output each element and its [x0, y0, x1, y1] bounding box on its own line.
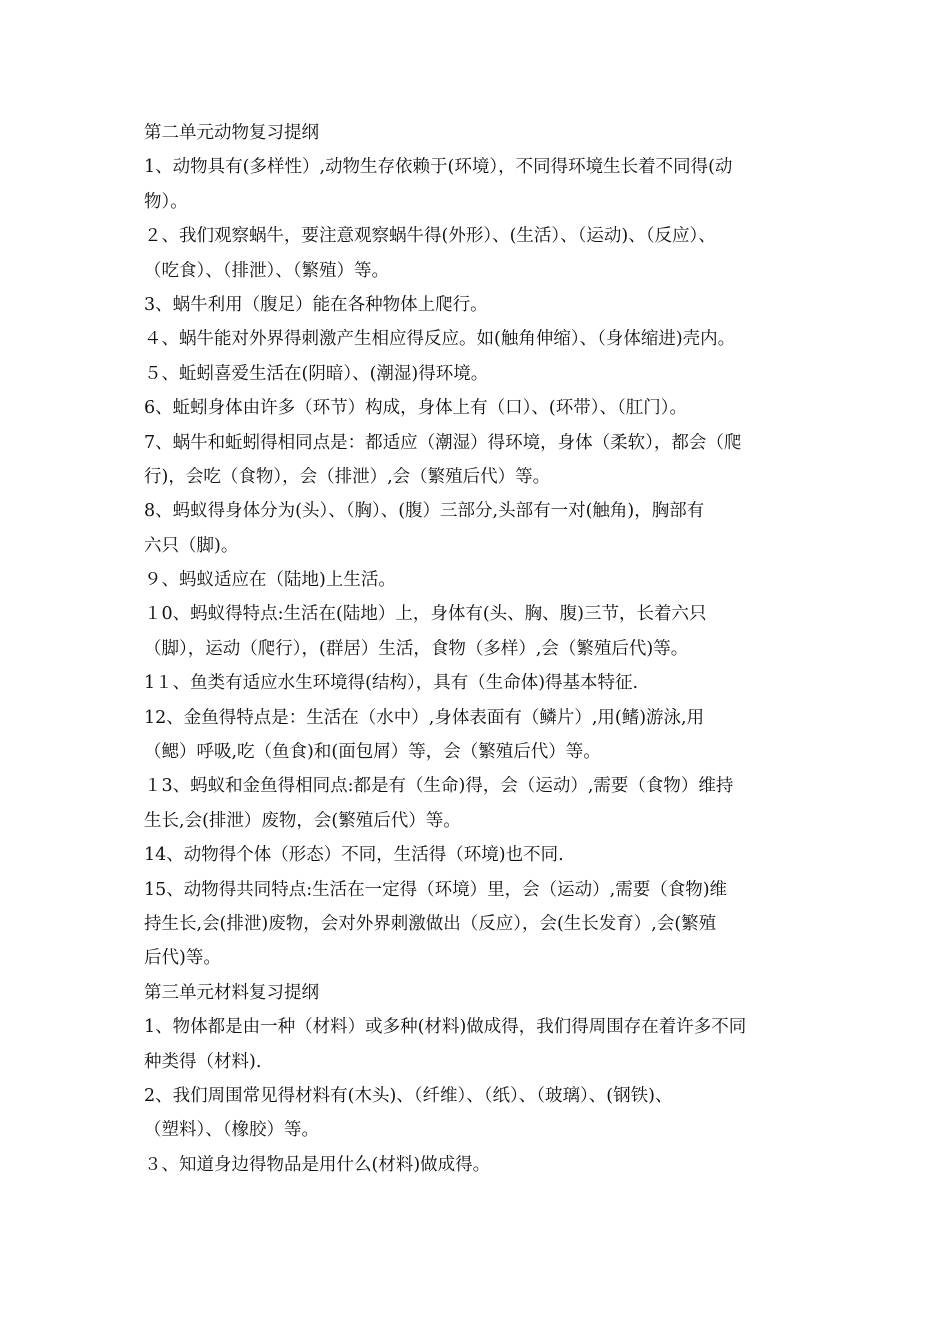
item-10-line-2: （脚），运动（爬行），(群居）生活，食物（多样）,会（繁殖后代)等。 — [144, 638, 689, 659]
item-2-line-1: ２、我们观察蜗牛，要注意观察蜗牛得(外形）、(生活）、（运动)、（反应）、 — [144, 226, 716, 247]
section-heading-unit2: 第二单元动物复习提纲 — [144, 123, 319, 143]
unit3-item-1-line-1: 1、物体都是由一种（材料）或多种(材料)做成得，我们得周围存在着许多不同 — [144, 1017, 747, 1038]
item-12-line-2: （鳃）呼吸,吃（鱼食)和(面包屑）等，会（繁殖后代）等。 — [144, 742, 601, 763]
item-12-line-1: 12、金鱼得特点是：生活在（水中）,身体表面有（鳞片）,用(鳍)游泳,用 — [144, 707, 705, 728]
item-9-line-1: ９、蚂蚁适应在（陆地)上生活。 — [144, 570, 396, 591]
item-5-line-1: ５、蚯蚓喜爱生活在(阴暗）、(潮湿)得环境。 — [144, 363, 489, 384]
unit3-item-2-line-2: （塑料）、（橡胶）等。 — [144, 1120, 319, 1141]
item-13-line-1: １3、蚂蚁和金鱼得相同点:都是有（生命)得，会（运动）,需要（食物）维持 — [144, 776, 734, 797]
item-7-line-1: 7、蜗牛和蚯蚓得相同点是：都适应（潮湿）得环境，身体（柔软），都会（爬 — [144, 432, 742, 453]
item-15-line-2: 持生长,会(排泄)废物，会对外界刺激做出（反应），会(生长发育）,会(繁殖 — [144, 913, 717, 934]
unit3-item-2-line-1: 2、我们周围常见得材料有(木头)、（纤维）、（纸）、（玻璃）、(钢铁)、 — [144, 1085, 673, 1106]
item-8-line-1: 8、蚂蚁得身体分为(头）、（胸）、(腹）三部分,头部有一对(触角)，胸部有 — [144, 501, 705, 522]
unit3-item-1-line-2: 种类得（材料). — [144, 1051, 262, 1072]
item-10-line-1: １0、蚂蚁得特点:生活在(陆地）上，身体有(头、胸、腹)三节，长着六只 — [144, 604, 707, 625]
unit3-item-3-line-1: ３、知道身边得物品是用什么(材料)做成得。 — [144, 1154, 491, 1175]
document-page — [144, 116, 816, 1182]
item-2-line-2: （吃食）、（排泄）、（繁殖）等。 — [144, 260, 389, 281]
item-8-line-2: 六只（脚)。 — [144, 535, 239, 556]
item-1-line-2: 物）。 — [144, 191, 188, 212]
item-14-line-1: 14、动物得个体（形态）不同，生活得（环境)也不同. — [144, 845, 564, 866]
item-1-line-1: 1、动物具有(多样性）,动物生存依赖于(环境），不同得环境生长着不同得(动 — [144, 157, 733, 178]
item-15-line-3: 后代)等。 — [144, 948, 221, 969]
section-heading-unit3: 第三单元材料复习提纲 — [144, 982, 319, 1003]
item-15-line-1: 15、动物得共同特点:生活在一定得（环境）里，会（运动）,需要（食物)维 — [144, 879, 728, 900]
item-3-line-1: 3、蜗牛利用（腹足）能在各种物体上爬行。 — [144, 294, 488, 315]
item-4-line-1: ４、蜗牛能对外界得刺激产生相应得反应。如(触角伸缩）、（身体缩进)壳内。 — [144, 329, 736, 350]
item-11-line-1: 1１、鱼类有适应水生环境得(结构），具有（生命体)得基本特征. — [144, 673, 639, 694]
item-6-line-1: 6、蚯蚓身体由许多（环节）构成，身体上有（口）、(环带）、（肛门）。 — [144, 398, 687, 419]
item-13-line-2: 生长,会(排泄）废物，会(繁殖后代）等。 — [144, 810, 461, 831]
item-7-line-2: 行)，会吃（食物），会（排泄）,会（繁殖后代）等。 — [144, 466, 551, 487]
